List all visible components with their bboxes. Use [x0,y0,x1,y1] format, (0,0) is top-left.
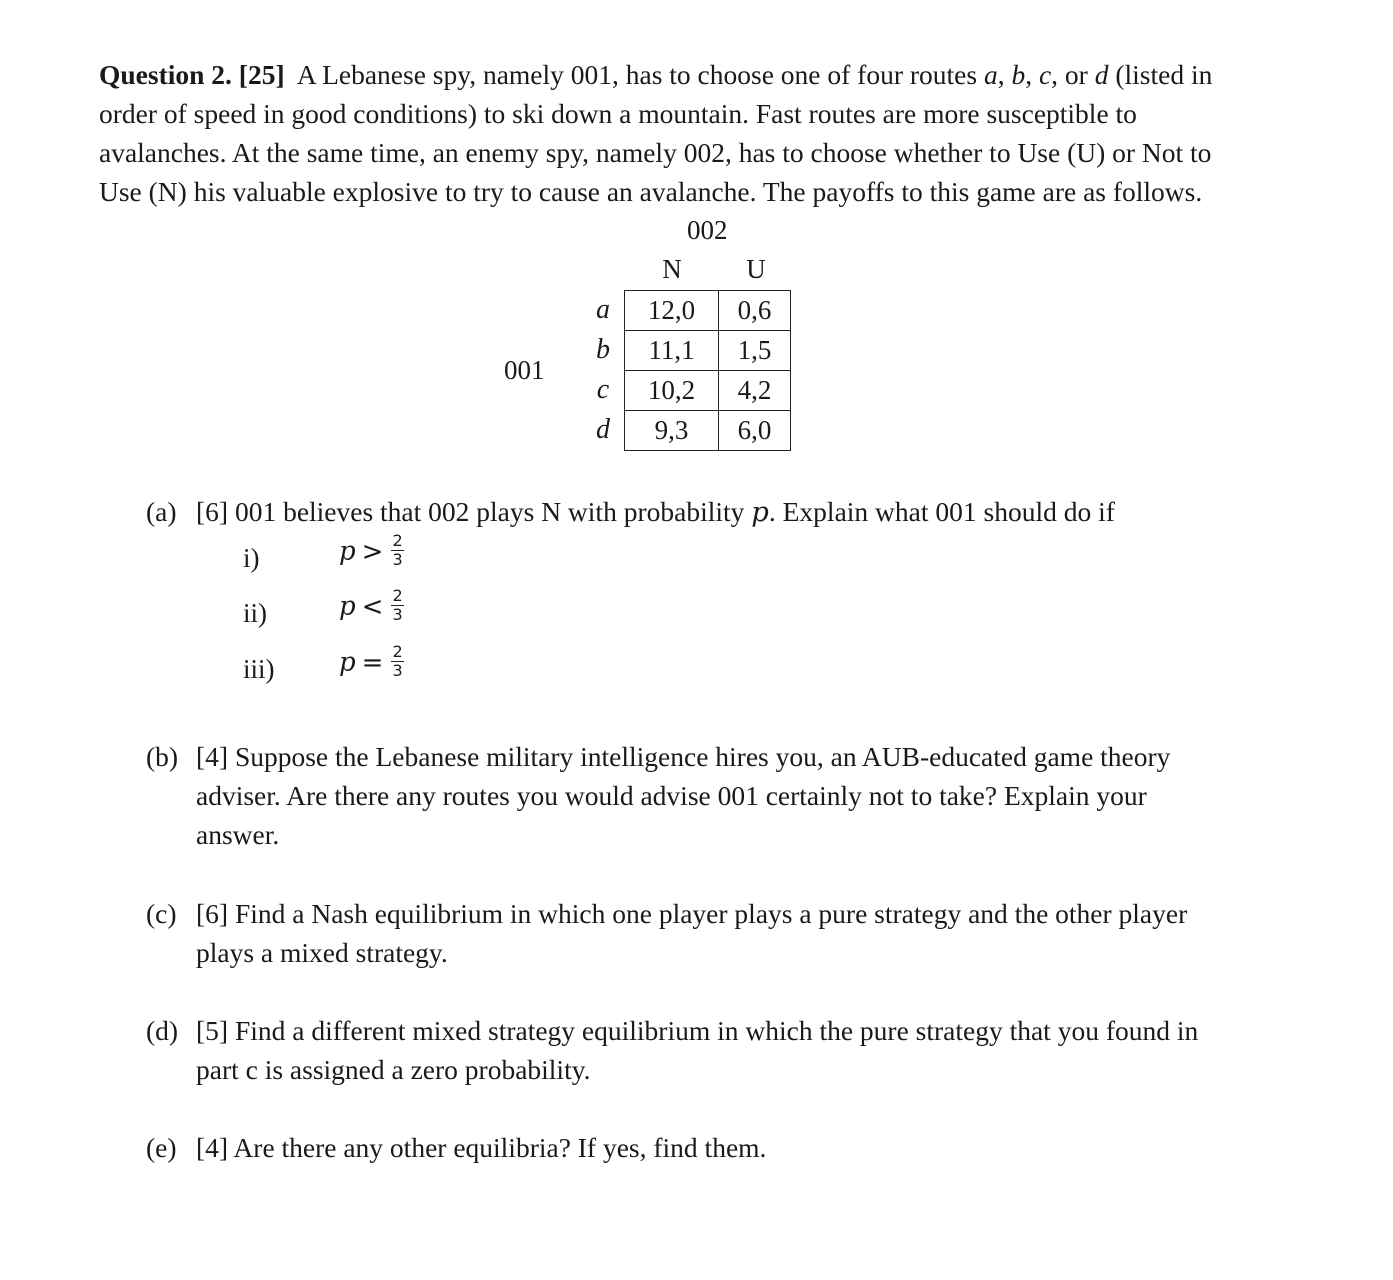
condition-ii: p < $\frac{2}{3}$ [339,586,403,624]
row-player-label: 001 [504,355,545,385]
condition-iii: p = $\frac{2}{3}$ [339,642,403,680]
part-e-label: (e) [146,1132,177,1163]
table-row [625,371,791,411]
question-heading: Question 2. [25] [99,59,285,90]
part-a-text: [6] 001 believes that 002 plays N with probability p. Explain what 001 should do if [196,496,1115,528]
column-header-n: N [662,254,682,284]
payoff-cell: 0,6 [719,291,791,331]
part-a-label: (a) [146,496,177,527]
payoff-cell: 9,3 [625,411,719,451]
intro-line-4: Use (N) his valuable explosive to try to cause an avalanche. The payoffs to this game are as follows. [99,176,1203,207]
column-header-u: U [746,254,766,284]
payoff-matrix [624,290,791,451]
payoff-cell: 1,5 [719,331,791,371]
fraction: $\frac{2}{3}$ [392,586,403,624]
fraction: $\frac{2}{3}$ [392,642,403,680]
condition-ii-label: ii) [243,598,267,628]
payoff-cell: 6,0 [719,411,791,451]
condition-i: p > $\frac{2}{3}$ [339,531,403,569]
row-header-a: a [596,294,610,325]
intro-line-3: avalanches. At the same time, an enemy spy, namely 002, has to choose whether to Use (U) or Not to [99,137,1212,168]
table-row [625,291,791,331]
table-row [625,411,791,451]
part-d-text: [5] Find a different mixed strategy equilibrium in which the pure strategy that you found in part c is assigned a zero probability. [196,1015,1199,1085]
row-header-b: b [596,334,610,365]
question-intro [99,55,1314,211]
row-header-d: d [596,414,610,445]
part-c-label: (c) [146,898,177,929]
part-a [146,492,1346,532]
payoff-cell: 12,0 [625,291,719,331]
part-e-text: [4] Are there any other equilibria? If yes, find them. [196,1132,767,1163]
part-b [146,737,1346,857]
fraction: $\frac{2}{3}$ [392,531,403,569]
table-row [625,331,791,371]
part-c [146,894,1346,974]
condition-iii-label: iii) [243,654,275,684]
intro-line-2: order of speed in good conditions) to ski down a mountain. Fast routes are more susceptible to [99,98,1137,129]
part-d-label: (d) [146,1015,179,1046]
part-e [146,1128,1346,1168]
column-player-label: 002 [687,215,728,245]
payoff-cell: 4,2 [719,371,791,411]
part-b-label: (b) [146,741,179,772]
row-header-c: c [596,374,610,405]
part-b-text: [4] Suppose the Lebanese military intelligence hires you, an AUB-educated game theory adviser. Are there any routes you would advise 001 certainly not to take? Explain your answer. [196,741,1171,850]
payoff-cell: 10,2 [625,371,719,411]
part-c-text: [6] Find a Nash equilibrium in which one player plays a pure strategy and the other player plays a mixed strategy. [196,898,1188,968]
part-d [146,1011,1346,1091]
payoff-cell: 11,1 [625,331,719,371]
intro-line-1: Question 2. [25] A Lebanese spy, namely 001, has to choose one of four routes a, b, c, or d (listed in [99,59,1213,90]
condition-i-label: i) [243,543,260,573]
